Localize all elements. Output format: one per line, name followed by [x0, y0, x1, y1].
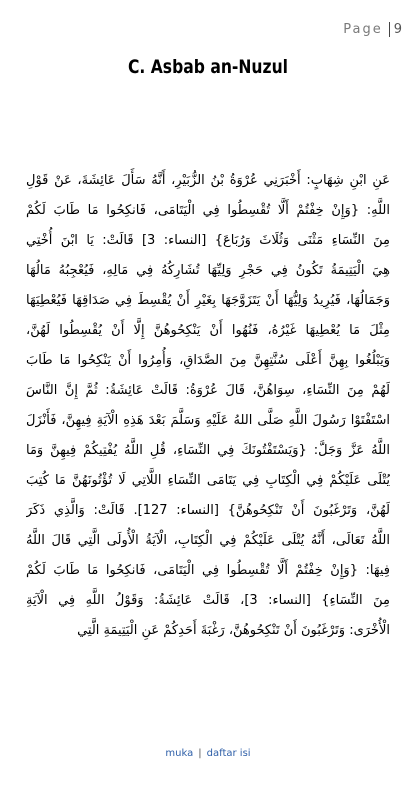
- text-line: مِنَ النِّسَاءِ} [النساء: 3]، قَالَتْ عَائِشَةُ: وَقَوْلُ اللَّهِ فِي الْآيَةِ: [26, 593, 390, 608]
- text-line: يُتْلَى عَلَيْكُمْ فِي الْكِتَابِ فِي يَتَامَى النِّسَاءِ اللَّاتِي لَا تُؤْتُونَهُنَّ مَا كُتِبَ: [26, 473, 390, 488]
- text-line: مِنَ النِّسَاءِ مَثْنَى وَثُلَاثَ وَرُبَاعَ} [النساء: 3] قَالَتْ: يَا ابْنَ أُخْتِي: [26, 233, 390, 248]
- text-line: لَهُمْ مِنَ النِّسَاءِ، سِوَاهُنَّ، قَالَ عُرْوَةُ: قَالَتْ عَائِشَةُ: ثُمَّ إِنَّ النَّاسَ: [26, 383, 390, 398]
- text-line: مِثْلَ مَا يُعْطِيهَا غَيْرُهُ، فَنُهُوا أَنْ يَنْكِحُوهُنَّ إِلَّا أَنْ يُقْسِطُوا لَهُنَّ،: [26, 323, 390, 338]
- footer-nav: [0, 748, 416, 759]
- page-label: Page: [343, 21, 383, 37]
- text-line: وَجَمَالُهَا، فَيُرِيدُ وَلِيُّهَا أَنْ يَتَزَوَّجَهَا بِغَيْرِ أَنْ يُقْسِطَ فِي صَدَاقِهَا فَيُعْطِيَهَا: [26, 293, 390, 308]
- page-number: 9: [393, 21, 402, 37]
- text-line: هِيَ الْيَتِيمَةُ تَكُونُ فِي حَجْرِ وَلِيِّهَا تُشَارِكُهُ فِي مَالِهِ، فَيُعْجِبُهُ مَالُهَا: [26, 263, 390, 278]
- page-separator-bar: [389, 22, 390, 37]
- text-line: وَيَبْلُغُوا بِهِنَّ أَعْلَى سُنَّتِهِنَّ مِنَ الصَّدَاقِ، وَأُمِرُوا أَنْ يَنْكِحُوا مَا طَابَ: [26, 353, 390, 368]
- arabic-text-body: [26, 166, 390, 646]
- table-of-contents-link[interactable]: daftar isi: [206, 748, 251, 759]
- text-line: اللَّهُ عَزَّ وَجَلَّ: {وَيَسْتَفْتُونَكَ فِي النِّسَاءِ، قُلِ اللَّهُ يُفْتِيكُمْ فِيهِنَّ وَمَا: [26, 443, 390, 458]
- home-link[interactable]: muka: [165, 748, 194, 759]
- text-line: الْأُخْرَى: وَتَرْغَبُونَ أَنْ تَنْكِحُوهُنَّ، رَغْبَةَ أَحَدِكُمْ عَنِ الْيَتِيمَةِ الَّتِي: [77, 623, 390, 638]
- page-header: [343, 20, 402, 38]
- text-line: اللَّهِ: {وَإِنْ خِفْتُمْ أَلَّا تُقْسِطُوا فِي الْيَتَامَى، فَانكِحُوا مَا طَابَ لَكُمْ: [26, 203, 390, 218]
- section-title: C. Asbab an-Nuzul: [127, 56, 289, 78]
- text-line: عَنِ ابْنِ شِهَابٍ: أَخْبَرَنِي عُرْوَةُ بْنُ الزُّبَيْرِ، أَنَّهُ سَأَلَ عَائِشَةَ، عَنْ قَوْلِ: [26, 173, 390, 188]
- text-line: لَهُنَّ، وَتَرْغَبُونَ أَنْ تَنْكِحُوهُنَّ} [النساء: 127]. قَالَتْ: وَالَّذِي ذَكَرَ: [26, 503, 390, 518]
- footer-separator: |: [198, 748, 202, 759]
- text-line: اللَّهُ تَعَالَى، أَنَّهُ يُتْلَى عَلَيْكُمْ فِي الْكِتَابِ، الْآيَةُ الْأُولَى الَّتِي قَالَ اللَّهُ: [26, 533, 390, 548]
- text-line: اسْتَفْتَوْا رَسُولَ اللَّهِ صَلَّى اللهُ عَلَيْهِ وَسَلَّمَ بَعْدَ هَذِهِ الْآيَةِ فِيهِنَّ، فَأَنْزَلَ: [26, 413, 390, 428]
- text-line: فِيهَا: {وَإِنْ خِفْتُمْ أَلَّا تُقْسِطُوا فِي الْيَتَامَى، فَانكِحُوا مَا طَابَ لَكُمْ: [26, 563, 390, 578]
